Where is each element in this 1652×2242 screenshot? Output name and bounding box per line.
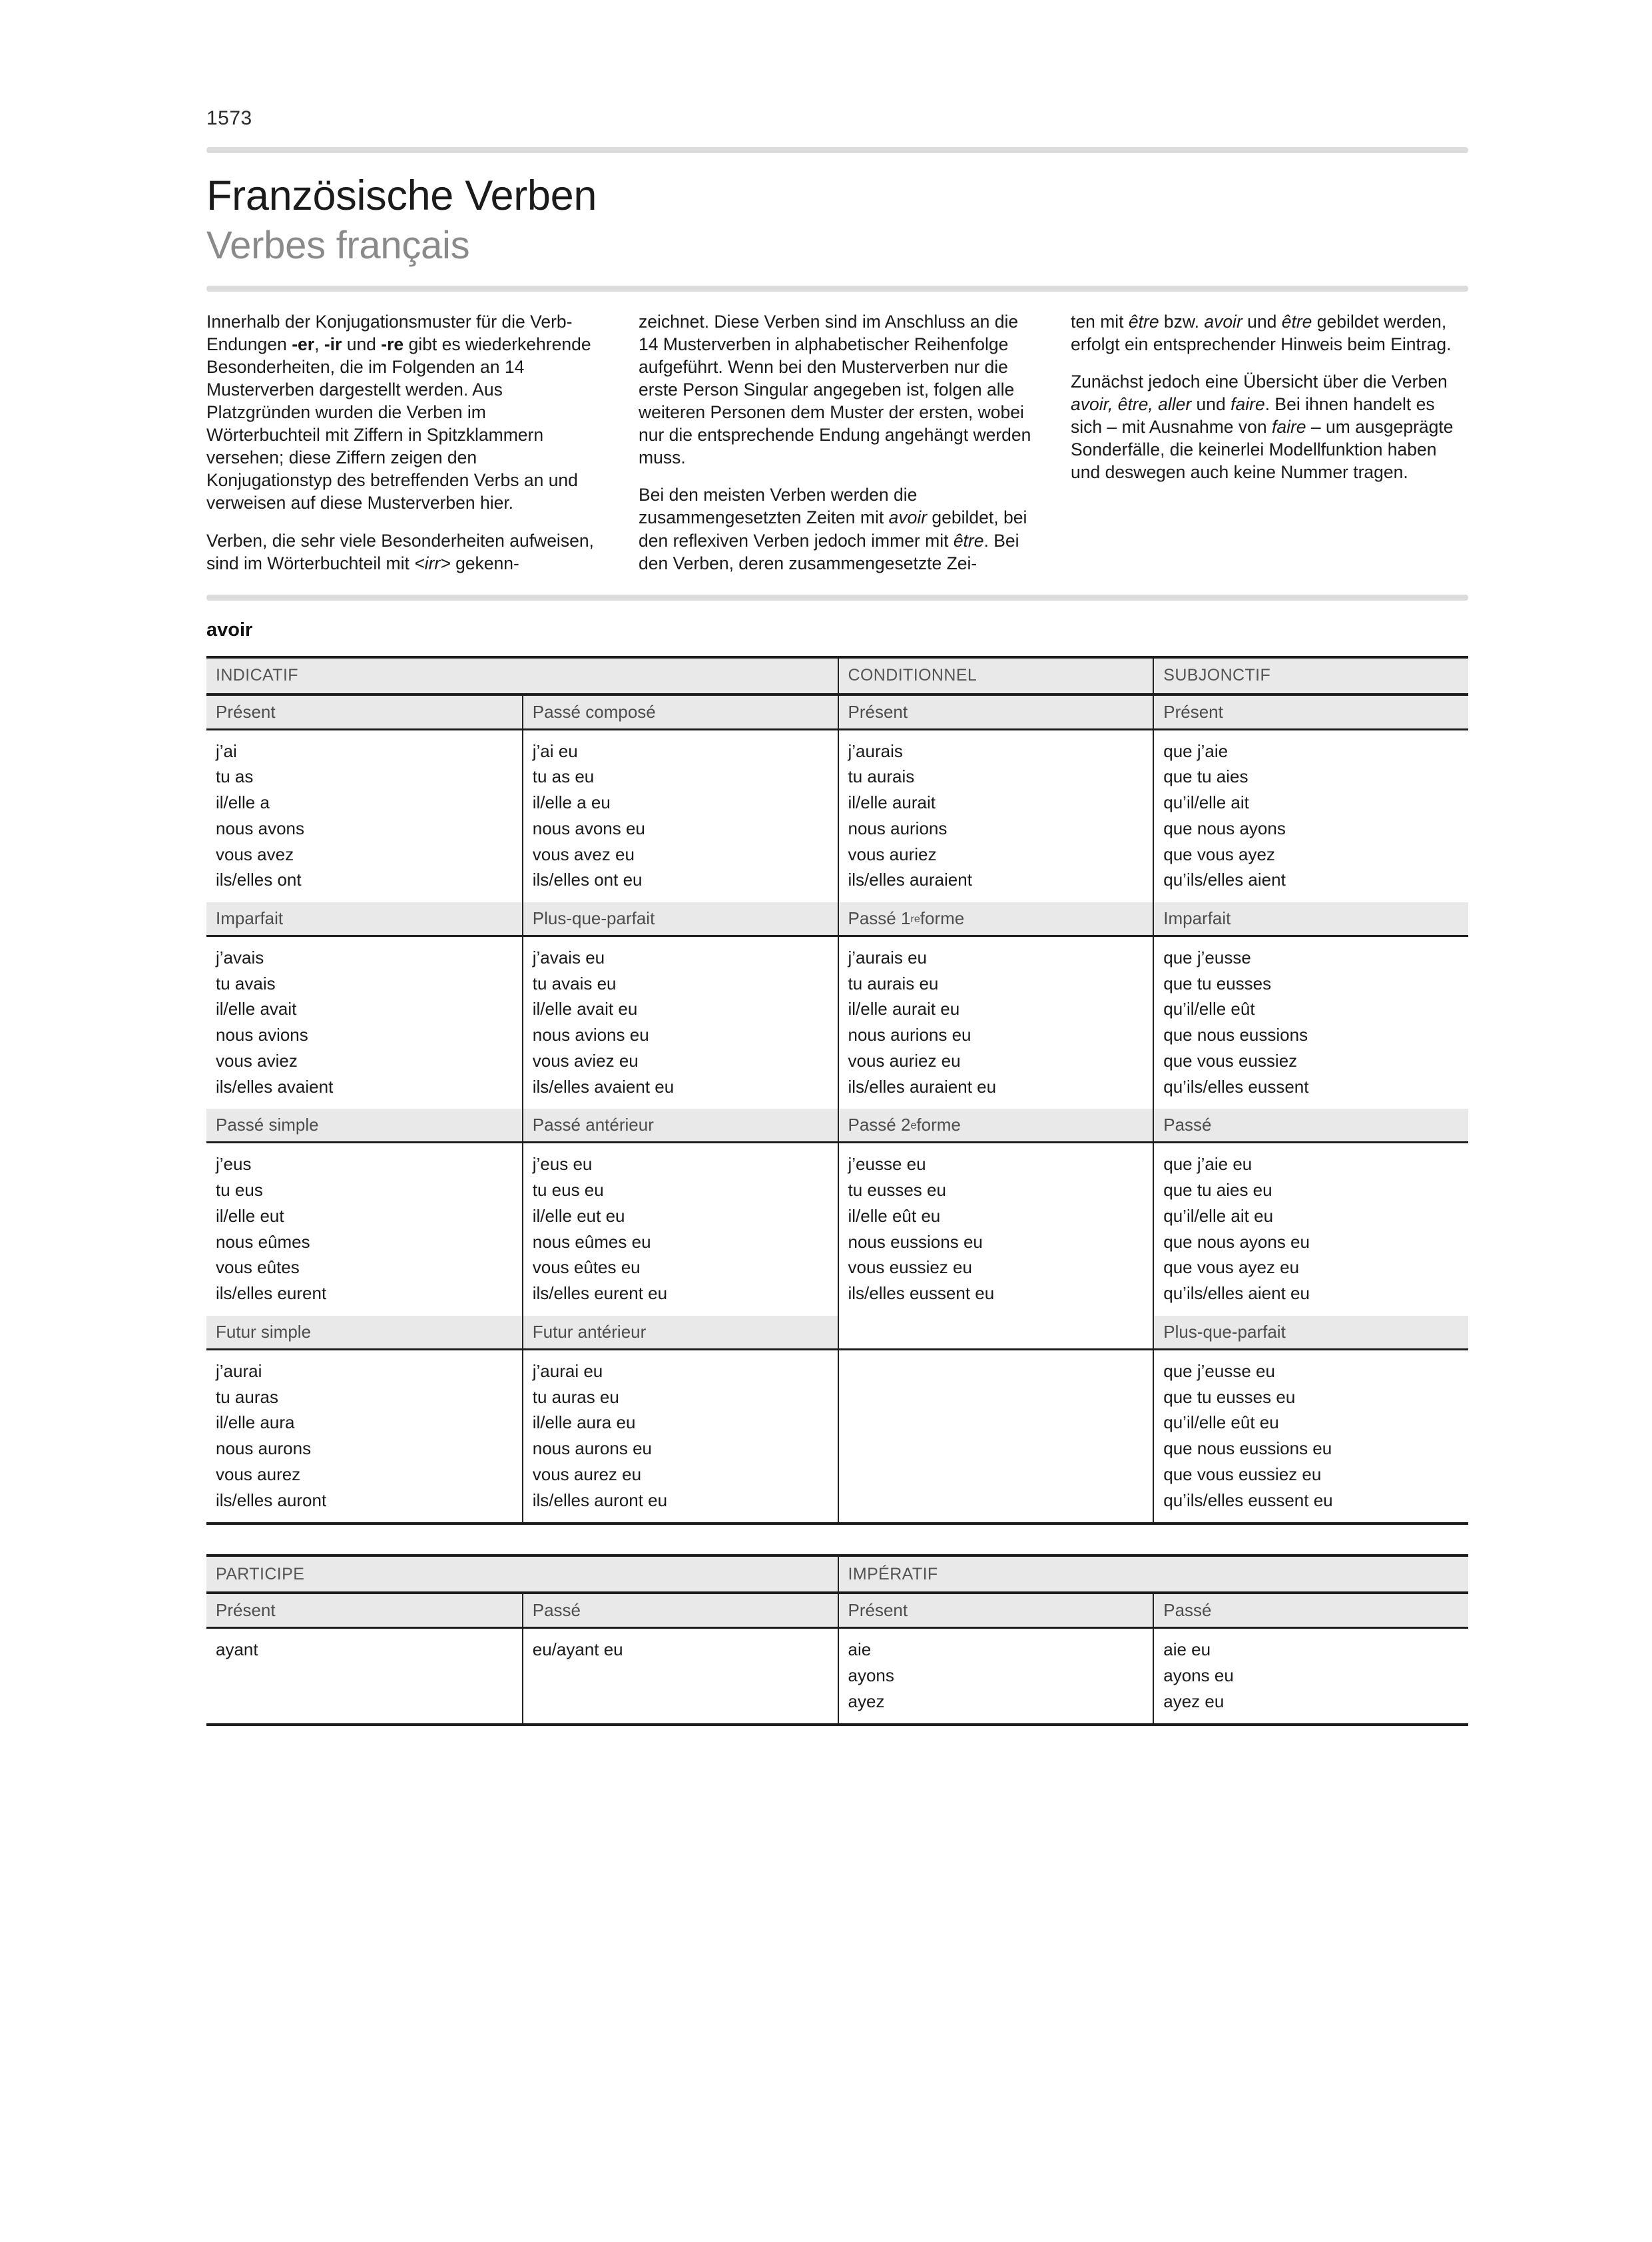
verb-form: aie <box>848 1639 872 1660</box>
page-subtitle: Verbes français <box>206 224 470 268</box>
verb-form: nous aurions <box>848 818 948 838</box>
verb-form: vous avez eu <box>532 844 635 864</box>
forms-cell <box>838 1143 1153 1315</box>
verb-form: tu avais <box>216 973 276 993</box>
tense-label: Passé <box>522 1594 838 1627</box>
mood-subjonctif: SUBJONCTIF <box>1153 659 1468 693</box>
verb-form: nous avons <box>216 818 304 838</box>
verb-form: j’aurai eu <box>532 1360 603 1381</box>
verb-form: j’eus eu <box>532 1154 593 1175</box>
tense-label-empty <box>838 1316 1153 1348</box>
verb-form: il/elle avait <box>216 999 297 1019</box>
verb-form: tu aurais eu <box>848 973 939 993</box>
verb-form: tu as eu <box>532 766 595 787</box>
verb-form: vous aurez eu <box>532 1464 642 1484</box>
verb-form: que vous eussiez <box>1163 1050 1298 1071</box>
tense-label: Passé composé <box>522 696 838 728</box>
verb-form: il/elle eut eu <box>532 1205 625 1226</box>
verb-form: que vous ayez <box>1163 844 1275 864</box>
verb-form: que tu eusses <box>1163 973 1272 993</box>
verb-form: que vous ayez eu <box>1163 1257 1300 1278</box>
verb-form: j’avais <box>216 948 264 968</box>
verb-form: j’aurais <box>848 740 903 761</box>
verb-form: j’eus <box>216 1154 252 1175</box>
tense-label: Présent <box>838 1594 1153 1627</box>
tense-header-row <box>206 1316 1468 1350</box>
mood-indicatif: INDICATIF <box>216 666 298 685</box>
tense-label: Passé 2 e forme <box>838 1109 1153 1141</box>
forms-row <box>206 730 1468 902</box>
verb-form: qu’ils/elles eussent eu <box>1163 1490 1333 1510</box>
tense-label: Présent <box>216 1600 276 1621</box>
verb-form: nous aurions eu <box>848 1025 971 1045</box>
verb-form: tu auras eu <box>532 1386 619 1407</box>
forms-cell <box>1153 937 1468 1109</box>
verb-form: j’ai <box>216 740 237 761</box>
tense-block <box>206 696 1468 902</box>
verb-form: il/elle avait eu <box>532 999 638 1019</box>
verb-form: qu’ils/elles eussent <box>1163 1076 1309 1097</box>
page-content <box>206 0 1468 1726</box>
forms-cell <box>206 1350 522 1522</box>
tense-label: Présent <box>1153 696 1468 728</box>
tense-label: Passé antérieur <box>522 1109 838 1141</box>
forms-row <box>206 937 1468 1109</box>
page-number: 1573 <box>206 107 252 129</box>
forms-cell <box>206 1143 522 1315</box>
participe-imperatif-table <box>206 1554 1468 1726</box>
verb-form: ils/elles avaient <box>216 1076 334 1097</box>
verb-form: ils/elles ont eu <box>532 870 643 890</box>
verb-form: ils/elles eussent eu <box>848 1283 995 1304</box>
verb-form: qu’il/elle eût eu <box>1163 1412 1279 1433</box>
verb-form: aie eu <box>1163 1639 1211 1660</box>
verb-form: que tu aies <box>1163 766 1248 787</box>
tense-header-row <box>206 902 1468 937</box>
verb-form: nous eûmes eu <box>532 1231 651 1252</box>
verb-form: que nous eussions eu <box>1163 1438 1332 1459</box>
forms-cell <box>206 730 522 902</box>
intro-paragraph: Verben, die sehr viele Besonderheiten aufweisen, sind im Wörterbuchteil mit <irr> gekenn- <box>206 530 594 573</box>
header-rule-top <box>206 147 1468 153</box>
verb-form: nous eûmes <box>216 1231 310 1252</box>
verb-form: ils/elles eurent eu <box>532 1283 668 1304</box>
verb-form: ils/elles auront <box>216 1490 327 1510</box>
verb-heading: avoir <box>206 619 253 641</box>
verb-form: nous avons eu <box>532 818 645 838</box>
forms-cell <box>522 730 838 902</box>
verb-form: que j’eusse eu <box>1163 1360 1275 1381</box>
verb-form: tu aurais <box>848 766 915 787</box>
verb-form: vous auriez eu <box>848 1050 961 1071</box>
tense-label: Plus-que-parfait <box>1153 1316 1468 1348</box>
verb-form: qu’ils/elles aient <box>1163 870 1286 890</box>
forms-cell-empty <box>838 1350 1153 1522</box>
forms-cell <box>206 1629 522 1723</box>
tense-header-row <box>206 1109 1468 1143</box>
intro-paragraph: Innerhalb der Konjugationsmuster für die Verb-Endungen -er, -ir und -re gibt es wiederkehrende Besonderheiten, die im Folgenden an 14 Musterverben dargestellt werden. Aus Platzgründen wurden die Verben im Wörterbuchteil mit Ziffern in Spitzklammern versehen; diese Ziffern zeigen den Konjugationstyp des betreffenden Verbs an und verweisen auf diese Musterverben hier. <box>206 312 591 513</box>
verb-form: nous avions eu <box>532 1025 649 1045</box>
verb-form: tu eusses eu <box>848 1180 946 1201</box>
header-rule-bottom <box>206 286 1468 292</box>
tense-label: Futur simple <box>216 1321 312 1342</box>
verb-form: ils/elles auraient <box>848 870 972 890</box>
verb-form: il/elle aura eu <box>532 1412 636 1433</box>
verb-form: vous eûtes <box>216 1257 300 1278</box>
forms-row <box>206 1350 1468 1522</box>
mood-header-row <box>206 659 1468 696</box>
tense-label: Imparfait <box>216 908 284 929</box>
verb-form-empty <box>848 1358 1144 1384</box>
forms-cell <box>1153 1143 1468 1315</box>
forms-cell <box>522 937 838 1109</box>
forms-cell <box>838 1629 1153 1723</box>
verb-form: ayez <box>848 1691 885 1711</box>
verb-section-rule <box>206 595 1468 601</box>
verb-form: ils/elles ont <box>216 870 302 890</box>
verb-form: tu eus eu <box>532 1180 604 1201</box>
verb-form: j’avais eu <box>532 948 605 968</box>
tense-label: Passé <box>1153 1594 1468 1627</box>
verb-form: vous aviez <box>216 1050 298 1071</box>
tense-label: Plus-que-parfait <box>522 902 838 935</box>
verb-form: il/elle aurait <box>848 792 936 813</box>
forms-cell <box>1153 730 1468 902</box>
verb-form: vous eûtes eu <box>532 1257 641 1278</box>
verb-form: ayez eu <box>1163 1691 1225 1711</box>
verb-form: qu’ils/elles aient eu <box>1163 1283 1310 1304</box>
mood-conditionnel: CONDITIONNEL <box>838 659 1153 693</box>
verb-form: ayons <box>848 1665 894 1685</box>
verb-form: ayons eu <box>1163 1665 1234 1685</box>
intro-paragraph: ten mit être bzw. avoir und être gebildet werden, erfolgt ein entsprechender Hinweis beim Eintrag. <box>1071 312 1452 355</box>
verb-form: que vous eussiez eu <box>1163 1464 1322 1484</box>
tense-label: Présent <box>838 696 1153 728</box>
tense-label: Imparfait <box>1153 902 1468 935</box>
verb-form: qu’il/elle ait eu <box>1163 1205 1274 1226</box>
verb-form: tu auras <box>216 1386 278 1407</box>
tense-label: Présent <box>216 701 276 722</box>
verb-form: que j’aie <box>1163 740 1229 761</box>
mood-imperatif: IMPÉRATIF <box>838 1557 1469 1591</box>
verb-form: tu eus <box>216 1180 263 1201</box>
forms-cell <box>522 1629 838 1723</box>
verb-form: nous eussions eu <box>848 1231 983 1252</box>
tense-block <box>206 1316 1468 1522</box>
verb-form: il/elle a eu <box>532 792 611 813</box>
verb-form: tu avais eu <box>532 973 617 993</box>
forms-cell <box>522 1143 838 1315</box>
verb-form: vous aurez <box>216 1464 301 1484</box>
verb-form: que j’eusse <box>1163 948 1251 968</box>
intro-paragraph: Bei den meisten Verben werden die zusammengesetzten Zeiten mit avoir gebildet, bei den reflexiven Verben jedoch immer mit être. Bei den Verben, deren zusammengesetzte Zei- <box>639 485 1027 573</box>
verb-form: ils/elles eurent <box>216 1283 327 1304</box>
intro-paragraph: Zunächst jedoch eine Übersicht über die Verben avoir, être, aller und faire. Bei ihnen handelt es sich – mit Ausnahme von faire – um ausgeprägte Sonderfälle, die keinerlei Modellfunktion haben und deswegen auch keine Nummer tragen. <box>1071 372 1454 483</box>
verb-form: nous aurons eu <box>532 1438 652 1459</box>
verb-form: vous eussiez eu <box>848 1257 972 1278</box>
verb-form: ayant <box>216 1639 258 1660</box>
tense-block <box>206 902 1468 1109</box>
verb-form: ils/elles auraient eu <box>848 1076 997 1097</box>
forms-cell <box>206 937 522 1109</box>
verb-form: nous aurons <box>216 1438 312 1459</box>
verb-form: eu/ayant eu <box>532 1639 623 1660</box>
verb-form: qu’il/elle eût <box>1163 999 1255 1019</box>
verb-form: que j’aie eu <box>1163 1154 1252 1175</box>
verb-form: que tu eusses eu <box>1163 1386 1296 1407</box>
tense-label: Passé simple <box>216 1115 319 1135</box>
tense-header-row <box>206 1594 1468 1629</box>
intro-column-3 <box>1071 310 1468 575</box>
intro-column-2 <box>639 310 1035 575</box>
forms-row <box>206 1143 1468 1315</box>
verb-form: vous aviez eu <box>532 1050 639 1071</box>
mood-header-row <box>206 1557 1468 1594</box>
tense-label: Futur antérieur <box>522 1316 838 1348</box>
verb-form: il/elle aura <box>216 1412 295 1433</box>
forms-cell <box>1153 1629 1468 1723</box>
verb-form: nous avions <box>216 1025 308 1045</box>
tense-label: Passé 1 re forme <box>838 902 1153 935</box>
verb-form: il/elle eût eu <box>848 1205 941 1226</box>
intro-paragraph: zeichnet. Diese Verben sind im Anschluss an die 14 Musterverben in alphabetischer Reihenfolge aufgeführt. Wenn bei den Musterverben nur die erste Person Singular angegeben ist, folgen alle weiteren Personen dem Muster der ersten, wobei nur die entsprechende Endung angehängt werden muss. <box>639 312 1031 468</box>
verb-form: que tu aies eu <box>1163 1180 1272 1201</box>
verb-form: tu as <box>216 766 254 787</box>
verb-form: il/elle a <box>216 792 270 813</box>
verb-form: j’ai eu <box>532 740 578 761</box>
verb-form: j’aurai <box>216 1360 262 1381</box>
intro-column-1 <box>206 310 603 575</box>
conjugation-table-avoir <box>206 656 1468 1526</box>
forms-cell <box>1153 1350 1468 1522</box>
verb-form: j’eusse eu <box>848 1154 926 1175</box>
verb-form: qu’il/elle ait <box>1163 792 1249 813</box>
verb-form: que nous ayons <box>1163 818 1286 838</box>
intro-columns <box>206 310 1468 575</box>
verb-form: ils/elles auront eu <box>532 1490 668 1510</box>
verb-form: que nous eussions <box>1163 1025 1308 1045</box>
verb-form: que nous ayons eu <box>1163 1231 1310 1252</box>
verb-form: il/elle aurait eu <box>848 999 960 1019</box>
forms-cell <box>838 937 1153 1109</box>
forms-row <box>206 1629 1468 1723</box>
forms-cell <box>522 1350 838 1522</box>
verb-form: j’aurais eu <box>848 948 928 968</box>
verb-form: il/elle eut <box>216 1205 284 1226</box>
verb-form: vous auriez <box>848 844 937 864</box>
tense-label: Passé <box>1153 1109 1468 1141</box>
verb-form: vous avez <box>216 844 294 864</box>
verb-form: ils/elles avaient eu <box>532 1076 675 1097</box>
forms-cell <box>838 730 1153 902</box>
tense-block <box>206 1109 1468 1315</box>
page-title: Französische Verben <box>206 172 597 219</box>
tense-header-row <box>206 696 1468 730</box>
mood-participe: PARTICIPE <box>216 1564 305 1583</box>
